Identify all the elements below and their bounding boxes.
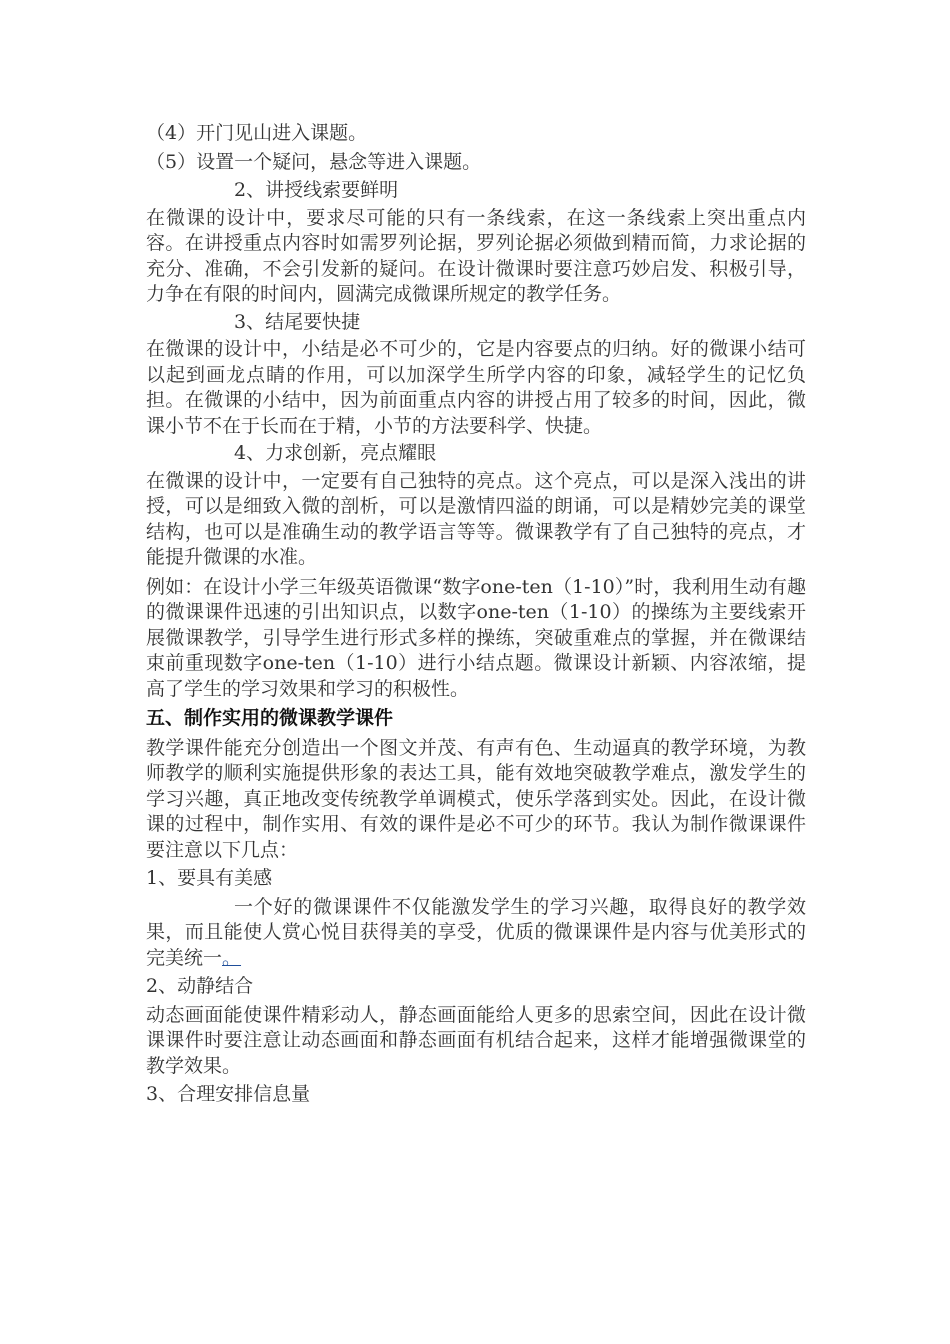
subheading-3: 3、结尾要快捷 <box>234 310 361 333</box>
point-heading-2: 2、动静结合 <box>146 975 254 997</box>
point-heading-3: 3、合理安排信息量 <box>146 1083 311 1105</box>
section-heading-5: 五、制作实用的微课教学课件 <box>146 707 394 729</box>
paragraph-aesthetics <box>146 895 806 972</box>
paragraph-example: 例如：在设计小学三年级英语微课“数字one-ten（1-10）”时，我利用生动有趣的微课课件迅速的引出知识点，以数字one-ten（1-10）的操练为主要线索开展微课教学，引导学生进行形式多样的操练，突破重难点的掌握，并在微课结束前重现数字one-ten（1-10）进行小结点题。微课设计新颖、内容浓缩，提高了学生的学习效果和学习的积极性。 <box>146 575 806 700</box>
paragraph-courseware: 教学课件能充分创造出一个图文并茂、有声有色、生动逼真的教学环境，为教师教学的顺利实施提供形象的表达工具，能有效地突破教学难点，激发学生的学习兴趣，真正地改变传统教学单调模式，使乐学落到实处。因此，在设计微课的过程中，制作实用、有效的课件是必不可少的环节。我认为制作微课课件要注意以下几点： <box>146 736 806 861</box>
paragraph-innovation: 在微课的设计中，一定要有自己独特的亮点。这个亮点，可以是深入浅出的讲授，可以是细致入微的剖析，可以是激情四溢的朗诵，可以是精妙完美的课堂结构，也可以是准确生动的教学语言等等。微课教学有了自己独特的亮点，才能提升微课的水准。 <box>146 469 806 568</box>
list-item-4: （4）开门见山进入课题。 <box>146 122 368 144</box>
paragraph-aesthetics-text: 一个好的微课课件不仅能激发学生的学习兴趣，取得良好的教学效果，而且能使人赏心悦目获得美的享受，优质的微课课件是内容与优美形式的完美统一 <box>146 895 806 969</box>
paragraph-lecture-thread: 在微课的设计中，要求尽可能的只有一条线索，在这一条线索上突出重点内容。在讲授重点内容时如需罗列论据，罗列论据必须做到精而简，力求论据的充分、准确，不会引发新的疑问。在设计微课时要注意巧妙启发、积极引导，力争在有限的时间内，圆满完成微课所规定的教学任务。 <box>146 206 806 305</box>
point-heading-1: 1、要具有美感 <box>146 867 273 889</box>
paragraph-ending: 在微课的设计中，小结是必不可少的，它是内容要点的归纳。好的微课小结可以起到画龙点睛的作用，可以加深学生所学内容的印象，减轻学生的记忆负担。在微课的小结中，因为前面重点内容的讲授占用了较多的时间，因此，微课小节不在于长而在于精，小节的方法要科学、快捷。 <box>146 338 806 437</box>
document-body <box>146 118 806 1111</box>
subheading-4: 4、力求创新，亮点耀眼 <box>234 442 437 464</box>
list-item-5: （5）设置一个疑问，悬念等进入课题。 <box>146 150 482 173</box>
paragraph-aesthetics-link[interactable]: 。 <box>222 946 242 969</box>
paragraph-dynamic-static: 动态画面能使课件精彩动人，静态画面能给人更多的思索空间，因此在设计微课课件时要注意让动态画面和静态画面有机结合起来，这样才能增强微课堂的教学效果。 <box>146 1003 806 1077</box>
subheading-2: 2、讲授线索要鲜明 <box>234 179 399 201</box>
